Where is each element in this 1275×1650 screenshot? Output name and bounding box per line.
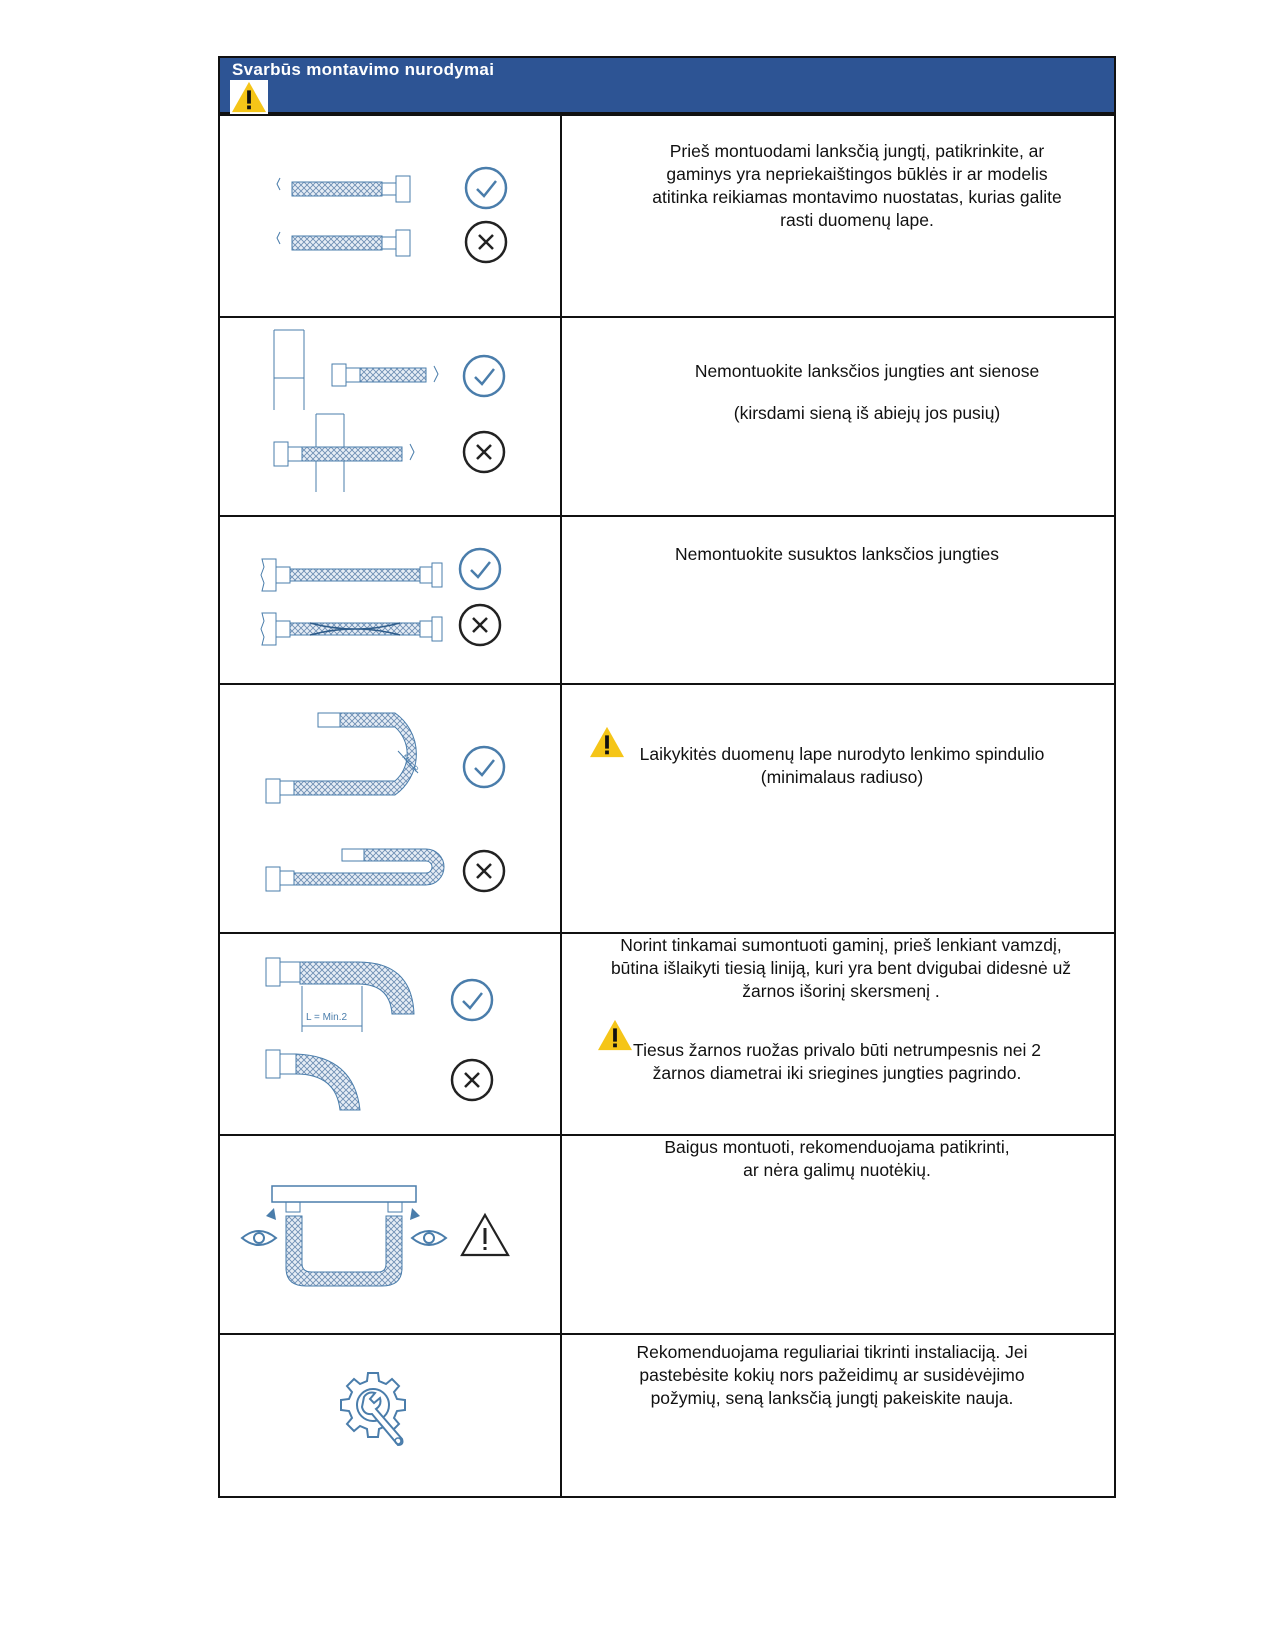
table-row (219, 516, 1115, 684)
text-line: ar nėra galimų nuotėkių. (743, 1160, 931, 1180)
instruction-text-4 (561, 684, 1115, 933)
check-icon (450, 978, 494, 1022)
text-line: (kirsdami sieną iš abiejų jos pusių) (733, 403, 1001, 423)
check-icon (458, 547, 502, 591)
check-icon (462, 354, 506, 398)
gear-wrench-icon (328, 1367, 418, 1457)
diagram-straight-section (219, 933, 561, 1135)
instruction-text-7 (561, 1334, 1115, 1497)
text-line: Baigus montuoti, rekomenduojama patikrinti, (664, 1137, 1010, 1157)
text-line: Nemontuokite susuktos lanksčios jungties (675, 544, 999, 564)
instructions-table (218, 114, 1116, 1498)
warning-icon (230, 80, 268, 114)
cross-icon (464, 220, 508, 264)
text-line: Laikykitės duomenų lape nurodyto lenkimo spindulio (639, 744, 1045, 764)
table-row (219, 1135, 1115, 1334)
twisted-hose-diagram (220, 517, 556, 678)
header-bar (218, 56, 1116, 114)
diagram-wall-hose (219, 317, 561, 516)
table-row (219, 317, 1115, 516)
eye-icon (410, 1226, 448, 1250)
text-line: Rekomenduojama reguliariai tikrinti instaliaciją. Jei (636, 1342, 1028, 1362)
hose-inspection-diagram (220, 116, 556, 311)
text-line: (minimalaus radiuso) (760, 767, 924, 787)
header-title: Svarbūs montavimo nurodymai (232, 60, 495, 79)
length-label: L = Min.2 (306, 1012, 348, 1023)
warning-outline-icon (460, 1212, 510, 1258)
text-line: žarnos išorinį skersmenį . (742, 981, 940, 1001)
table-row (219, 115, 1115, 317)
check-icon (464, 166, 508, 210)
instruction-text-3 (561, 516, 1115, 684)
text-line: Tiesus žarnos ruožas privalo būti netrumpesnis nei 2 (633, 1040, 1041, 1060)
text-line: gaminys yra nepriekaištingos būklės ir ar modelis (666, 164, 1048, 184)
diagram-leak-check (219, 1135, 561, 1334)
text-line: žarnos diametrai iki sriegines jungties pagrindo. (652, 1063, 1022, 1083)
cross-icon (462, 849, 506, 893)
eye-icon (240, 1226, 278, 1250)
diagram-bend-radius (219, 684, 561, 933)
table-row (219, 1334, 1115, 1497)
text-line: būtina išlaikyti tiesią liniją, kuri yra bent dvigubai didesnė už (610, 958, 1072, 978)
cross-icon (450, 1058, 494, 1102)
check-icon (462, 745, 506, 789)
cross-icon (458, 603, 502, 647)
instruction-text-2 (561, 317, 1115, 516)
text-line: Prieš montuodami lanksčią jungtį, patikrinkite, ar (669, 141, 1045, 161)
instruction-text-6 (561, 1135, 1115, 1334)
diagram-twisted-hose (219, 516, 561, 684)
table-row (219, 684, 1115, 933)
straight-section-diagram (220, 934, 556, 1129)
warning-icon (596, 1018, 634, 1052)
wall-mounting-diagram (220, 318, 556, 510)
text-line: rasti duomenų lape. (780, 210, 934, 230)
text-line: atitinka reikiamas montavimo nuostatas, kurias galite (652, 187, 1062, 207)
instruction-text-5 (561, 933, 1115, 1135)
diagram-straight-hose (219, 115, 561, 317)
text-line: pastebėsite kokių nors pažeidimų ar susidėvėjimo (639, 1365, 1025, 1385)
text-line: Nemontuokite lanksčios jungties ant sienose (694, 361, 1040, 381)
text-line: požymių, seną lanksčią jungtį pakeiskite nauja. (650, 1388, 1014, 1408)
text-line: Norint tinkamai sumontuoti gaminį, prieš lenkiant vamzdį, (620, 935, 1062, 955)
warning-icon (588, 725, 626, 759)
instruction-text-1 (561, 115, 1115, 317)
instructions-sheet (218, 56, 1116, 1498)
min-radius-label: Min. R (400, 753, 420, 774)
cross-icon (462, 430, 506, 474)
diagram-maintenance (219, 1334, 561, 1497)
table-row (219, 933, 1115, 1135)
